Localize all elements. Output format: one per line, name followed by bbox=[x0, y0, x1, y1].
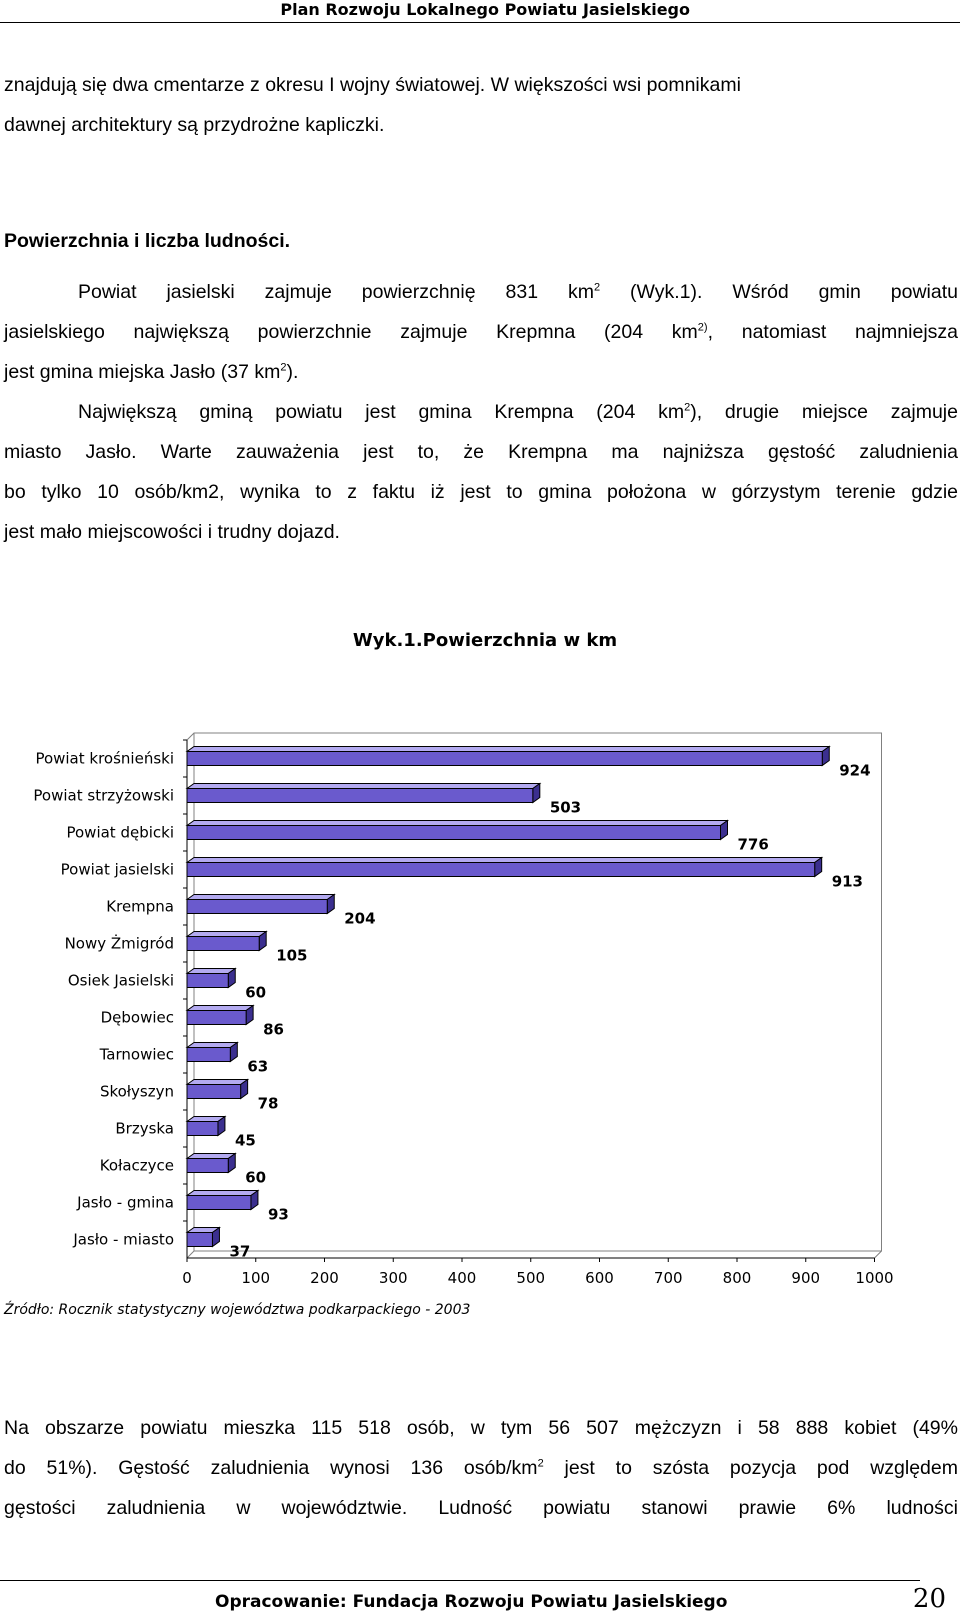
bar-top-face bbox=[187, 784, 540, 789]
paragraph-line: dawnej architektury są przydrożne kapliczki. bbox=[4, 114, 385, 136]
paragraph-line bbox=[4, 352, 958, 392]
bar-top-face bbox=[187, 1154, 235, 1159]
footer-divider bbox=[0, 1580, 920, 1581]
bar-top-face bbox=[187, 932, 266, 937]
x-tick-label: 0 bbox=[182, 1269, 192, 1287]
category-label: Kołaczyce bbox=[99, 1156, 174, 1175]
data-label: 63 bbox=[247, 1057, 269, 1076]
paragraph-line: miasto Jasło. Warte zauważenia jest to, że Krempna ma najniższa gęstość zaludnienia bbox=[4, 441, 958, 463]
paragraph-line: Na obszarze powiatu mieszka 115 518 osób, w tym 56 507 mężczyzn i 58 888 kobiet (49% bbox=[4, 1417, 958, 1439]
data-label: 86 bbox=[263, 1020, 284, 1039]
plot-area bbox=[187, 733, 882, 1258]
bar-chart bbox=[0, 700, 960, 1310]
category-label: Jasło - gmina bbox=[77, 1193, 174, 1212]
paragraph-area bbox=[4, 272, 958, 392]
data-label: 776 bbox=[737, 835, 769, 854]
paragraph-line bbox=[4, 392, 958, 432]
superscript: 2 bbox=[537, 1457, 544, 1470]
x-tick-label: 100 bbox=[241, 1269, 271, 1287]
text-span: , natomiast najmniejsza bbox=[707, 321, 958, 343]
bar-top-face bbox=[187, 1191, 258, 1196]
category-label: Jasło - miasto bbox=[73, 1230, 174, 1249]
x-tick-label: 800 bbox=[722, 1269, 752, 1287]
text-span: Największą gminą powiatu jest gmina Krempna (204 km bbox=[78, 401, 685, 423]
paragraph-line bbox=[4, 272, 958, 312]
x-tick-label: 400 bbox=[447, 1269, 477, 1287]
data-label: 78 bbox=[257, 1094, 279, 1113]
bar bbox=[187, 1048, 230, 1062]
data-label: 503 bbox=[549, 798, 582, 817]
page-number: 20 bbox=[912, 1584, 946, 1614]
data-label: 924 bbox=[839, 761, 871, 780]
superscript: 2 bbox=[684, 401, 691, 414]
data-label: 45 bbox=[234, 1131, 256, 1150]
data-label: 60 bbox=[245, 1168, 267, 1187]
x-tick-label: 600 bbox=[585, 1269, 614, 1287]
bar-top-face bbox=[187, 747, 829, 752]
bar-top-face bbox=[187, 1080, 248, 1085]
bar bbox=[187, 752, 822, 766]
x-tick-label: 300 bbox=[378, 1269, 408, 1287]
x-tick-label: 200 bbox=[310, 1269, 339, 1287]
bar bbox=[187, 826, 721, 840]
category-label: Powiat krośnieński bbox=[35, 749, 174, 768]
data-label: 37 bbox=[229, 1242, 251, 1261]
category-label: Skołyszyn bbox=[99, 1082, 174, 1101]
superscript: 2 bbox=[593, 281, 601, 294]
data-label: 913 bbox=[831, 872, 863, 891]
category-label: Powiat dębicki bbox=[66, 823, 174, 842]
paragraph-cemeteries bbox=[4, 65, 958, 145]
paragraph-line: znajdują się dwa cmentarze z okresu I wojny światowej. W większości wsi pomnikami bbox=[4, 74, 741, 96]
bar bbox=[187, 937, 259, 951]
text-span: do 51%). Gęstość zaludnienia wynosi 136 osób/km bbox=[4, 1457, 538, 1479]
category-label: Powiat strzyżowski bbox=[33, 786, 174, 805]
bar bbox=[187, 1085, 241, 1099]
bar bbox=[187, 1122, 218, 1136]
category-label: Krempna bbox=[106, 897, 174, 916]
bar bbox=[187, 789, 533, 803]
category-label: Tarnowiec bbox=[99, 1045, 174, 1064]
text-span: jest to szósta pozycja pod względem bbox=[543, 1457, 958, 1479]
paragraph-line bbox=[4, 312, 958, 352]
chart-title-text: Wyk.1.Powierzchnia w km bbox=[352, 630, 618, 651]
bar-top-face bbox=[187, 1006, 253, 1011]
page-header bbox=[0, 0, 960, 26]
header-title: Plan Rozwoju Lokalnego Powiatu Jasielskiego bbox=[280, 0, 690, 19]
footer-text: Opracowanie: Fundacja Rozwoju Powiatu Jasielskiego bbox=[215, 1592, 728, 1612]
section-heading: Powierzchnia i liczba ludności. bbox=[4, 230, 291, 252]
data-label: 60 bbox=[245, 983, 267, 1002]
data-label: 204 bbox=[344, 909, 376, 928]
text-span: jest gmina miejska Jasło (37 km bbox=[4, 361, 281, 383]
x-tick-label: 700 bbox=[653, 1269, 683, 1287]
category-label: Brzyska bbox=[115, 1119, 174, 1138]
data-label: 93 bbox=[267, 1205, 289, 1224]
page-footer bbox=[0, 1570, 960, 1617]
bar bbox=[187, 900, 327, 914]
category-label: Dębowiec bbox=[100, 1008, 174, 1027]
text-span: ). bbox=[286, 361, 299, 383]
bar bbox=[187, 974, 228, 988]
category-label: Powiat jasielski bbox=[60, 860, 174, 879]
paragraph-population bbox=[4, 1408, 958, 1528]
category-label: Nowy Żmigród bbox=[64, 934, 174, 953]
text-span: jasielskiego największą powierzchnie zajmuje Krepmna (204 km bbox=[4, 321, 698, 343]
bar-top-face bbox=[187, 969, 235, 974]
paragraph-line: gęstości zaludnienia w województwie. Ludność powiatu stanowi prawie 6% ludności bbox=[4, 1497, 958, 1519]
bar-top-face bbox=[187, 895, 334, 900]
header-divider bbox=[0, 22, 960, 23]
x-tick-label: 900 bbox=[791, 1269, 821, 1287]
superscript: 2 bbox=[280, 361, 287, 374]
x-tick-label: 1000 bbox=[855, 1269, 894, 1287]
bar-top-face bbox=[187, 858, 822, 863]
bar-top-face bbox=[187, 821, 728, 826]
data-label: 105 bbox=[276, 946, 308, 965]
chart-source: Źródło: Rocznik statystyczny województwa podkarpackiego - 2003 bbox=[4, 1302, 471, 1318]
chart-title bbox=[0, 630, 960, 651]
category-label: Osiek Jasielski bbox=[67, 971, 174, 990]
bar bbox=[187, 1159, 228, 1173]
bar bbox=[187, 1196, 251, 1210]
superscript: 2) bbox=[697, 321, 708, 334]
paragraph-line: jest mało miejscowości i trudny dojazd. bbox=[4, 521, 340, 543]
paragraph-line bbox=[4, 1448, 958, 1488]
bar-top-face bbox=[187, 1043, 237, 1048]
bar bbox=[187, 1011, 246, 1025]
bar bbox=[187, 1233, 212, 1247]
paragraph-line: bo tylko 10 osób/km2, wynika to z faktu iż jest to gmina położona w górzystym terenie gdzie bbox=[4, 481, 958, 503]
bar bbox=[187, 863, 815, 877]
text-span: Powiat jasielski zajmuje powierzchnię 831 km bbox=[78, 281, 594, 303]
x-tick-label: 500 bbox=[516, 1269, 546, 1287]
paragraph-largest-commune bbox=[4, 392, 958, 552]
text-span: ), drugie miejsce zajmuje bbox=[690, 401, 958, 423]
text-span: (Wyk.1). Wśród gmin powiatu bbox=[600, 281, 958, 303]
